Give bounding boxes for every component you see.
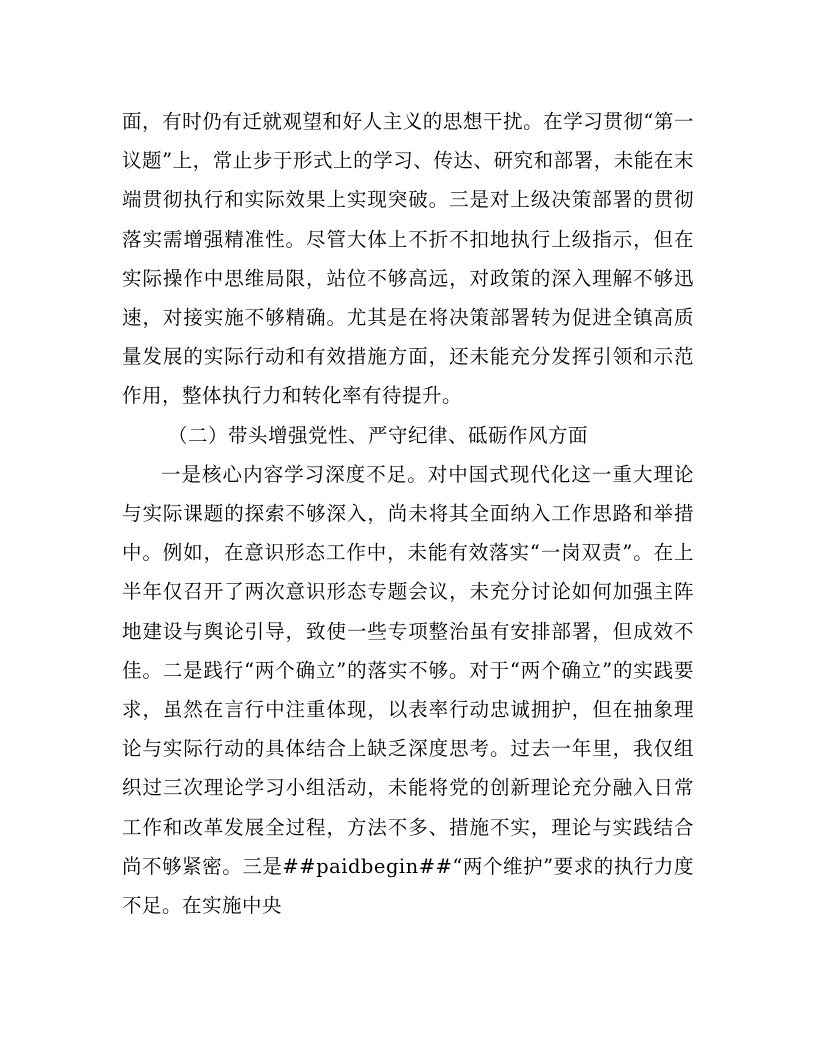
paragraph-continued: 面，有时仍有迁就观望和好人主义的思想干扰。在学习贯彻“第一议题”上，常止步于形式上的学习、传达、研究和部署，未能在末端贯彻执行和实际效果上实现突破。三是对上级决策部署的贯彻落实需增强精准性。尽管大体上不折不扣地执行上级指示，但在实际操作中思维局限，站位不够高远，对政策的深入理解不够迅速，对接实施不够精确。尤其是在将决策部署转为促进全镇高质量发展的实际行动和有效措施方面，还未能充分发挥引领和示范作用，整体执行力和转化率有待提升。 xyxy=(122,110,694,408)
paragraph-body: 一是核心内容学习深度不足。对中国式现代化这一重大理论与实际课题的探索不够深入，尚未将其全面纳入工作思路和举措中。例如，在意识形态工作中，未能有效落实“一岗双责”。在上半年仅召开了两次意识形态专题会议，未充分讨论如何加强主阵地建设与舆论引导，致使一些专项整治虽有安排部署，但成效不佳。二是践行“两个确立”的落实不够。对于“两个确立”的实践要求，虽然在言行中注重体现，以表率行动忠诚拥护，但在抽象理论与实际行动的具体结合上缺乏深度思考。过去一年里，我仅组织过三次理论学习小组活动，未能将党的创新理论充分融入日常工作和改革发展全过程，方法不多、措施不实，理论与实践结合尚不够紧密。三是##paidbegin##“两个维护”要求的执行力度不足。在实施中央 xyxy=(122,462,694,918)
section-heading: （二）带头增强党性、严守纪律、砥砺作风方面 xyxy=(168,423,589,447)
document-body xyxy=(122,102,694,925)
